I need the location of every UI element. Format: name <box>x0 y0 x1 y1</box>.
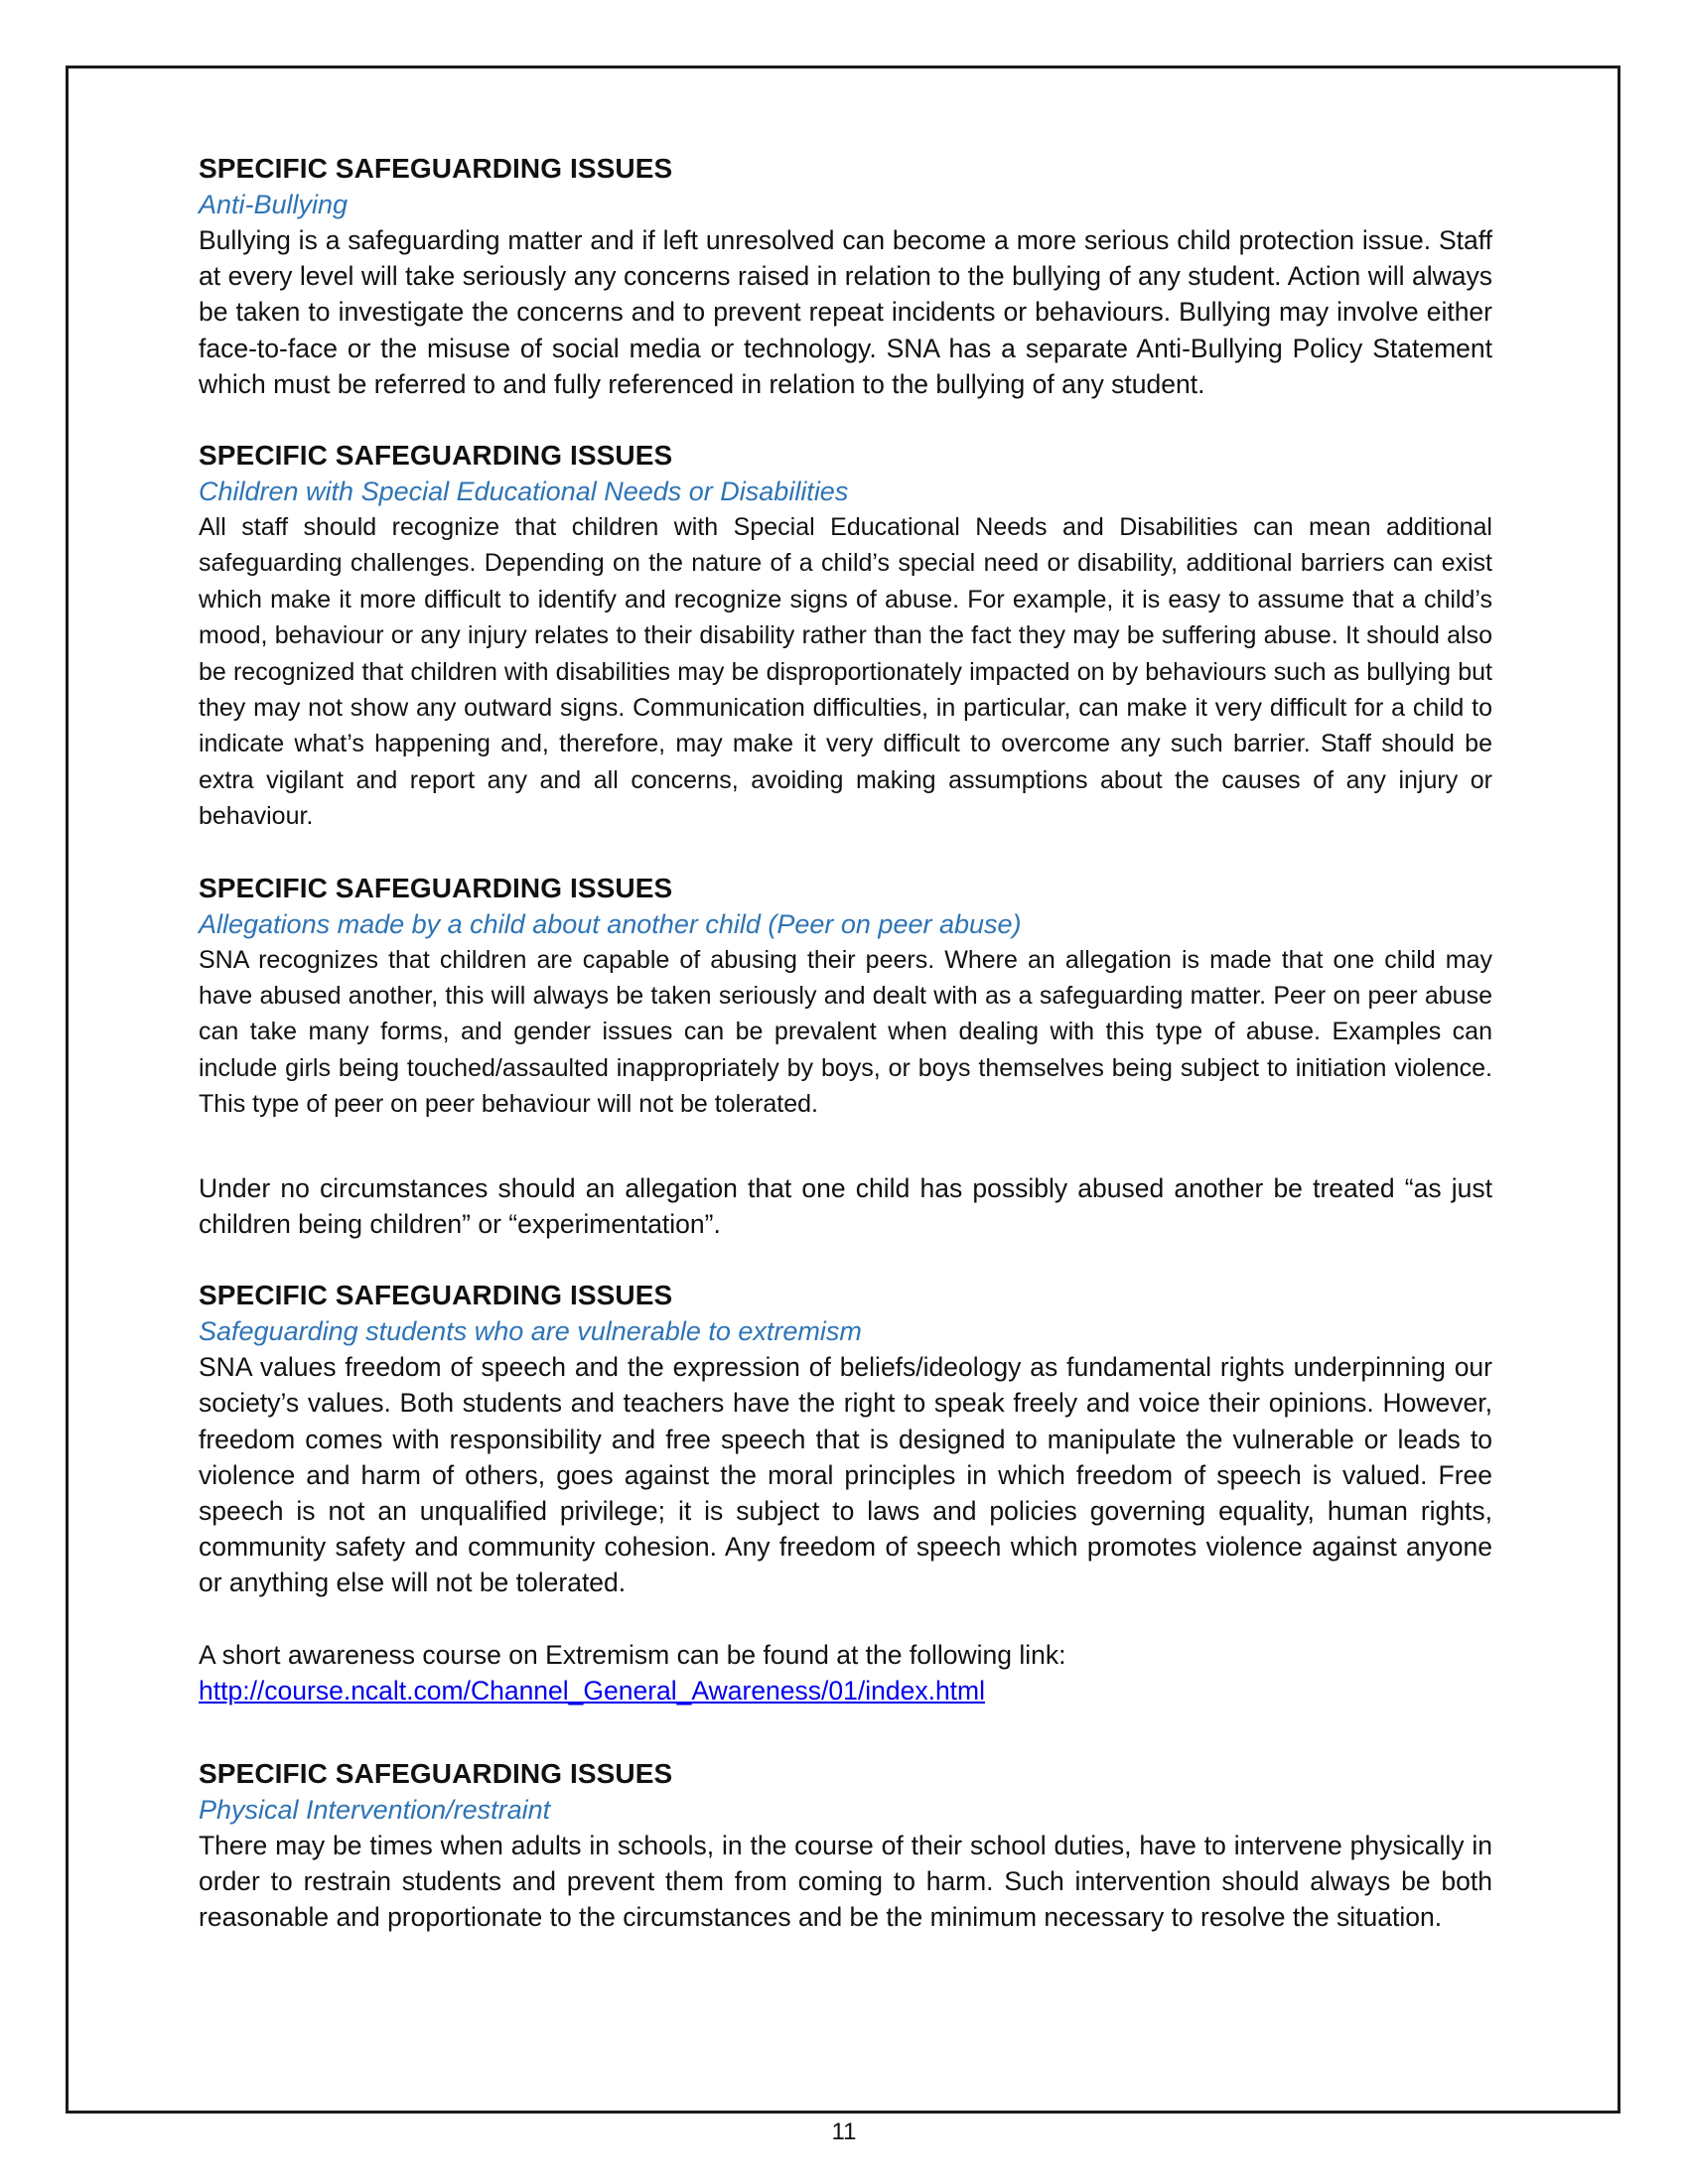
section-body: SNA values freedom of speech and the expression of beliefs/ideology as fundamental rights underpinning our society’s values. Both students and teachers have the right to speak freely and voice their opinions. However, freedom comes with responsibility and free speech that is designed to manipulate the vulnerable or leads to violence and harm of others, goes against the moral principles in which freedom of speech is valued. Free speech is not an unqualified privilege; it is subject to laws and policies governing equality, human rights, community safety and community cohesion. Any freedom of speech which promotes violence against anyone or anything else will not be tolerated. <box>199 1352 1492 1598</box>
section-heading: SPECIFIC SAFEGUARDING ISSUES <box>199 153 673 184</box>
section-body-note: Under no circumstances should an allegation that one child has possibly abused another be treated “as just children being children” or “experimentation”. <box>199 1172 1492 1239</box>
section-subheading: Allegations made by a child about another child (Peer on peer abuse) <box>199 908 1022 939</box>
section-anti-bullying <box>199 151 1492 402</box>
section-subheading: Anti-Bullying <box>199 190 349 219</box>
page-number: 11 <box>831 2118 857 2145</box>
section-heading: SPECIFIC SAFEGUARDING ISSUES <box>199 440 673 472</box>
section-body: SNA recognizes that children are capable of abusing their peers. Where an allegation is made that one child may have abused another, this will always be taken seriously and dealt with as a safeguarding matter. Peer on peer abuse can take many forms, and gender issues can be prevalent when dealing with this type of abuse. Examples can include girls being touched/assaulted inappropriately by boys, or boys themselves being subject to initiation violence. This type of peer on peer behaviour will not be tolerated. <box>199 945 1492 1119</box>
section-subheading: Children with Special Educational Needs or Disabilities <box>199 477 849 507</box>
section-subheading: Physical Intervention/restraint <box>199 1794 551 1825</box>
section-body: Bullying is a safeguarding matter and if left unresolved can become a more serious child protection issue. Staff at every level will take seriously any concerns raised in relation to the bullying of any student. Action will always be taken to investigate the concerns and to prevent repeat incidents or behaviours. Bullying may involve either face-to-face or the misuse of social media or technology. SNA has a separate Anti-Bullying Policy Statement which must be referred to and fully referenced in relation to the bullying of any student. <box>199 225 1492 399</box>
section-subheading: Safeguarding students who are vulnerable to extremism <box>199 1316 862 1347</box>
document-content <box>199 151 1492 1935</box>
section-body: All staff should recognize that children with Special Educational Needs and Disabilities can mean additional safeguarding challenges. Depending on the nature of a child’s special need or disability, additional barriers can exist which make it more difficult to identify and recognize signs of abuse. For example, it is easy to assume that a child’s mood, behaviour or any injury relates to their disability rather than the fact they may be suffering abuse. It should also be recognized that children with disabilities may be disproportionately impacted on by behaviours such as bullying but they may not show any outward signs. Communication difficulties, in particular, can make it very difficult for a child to indicate what’s happening and, therefore, may make it very difficult to overcome any such barrier. Staff should be extra vigilant and report any and all concerns, avoiding making assumptions about the causes of any injury or behaviour. <box>199 513 1492 831</box>
section-heading: SPECIFIC SAFEGUARDING ISSUES <box>199 1757 673 1789</box>
section-peer-abuse <box>199 871 1492 1242</box>
extremism-course-link[interactable]: http://course.ncalt.com/Channel_General_Awareness/01/index.html <box>199 1675 986 1706</box>
section-heading: SPECIFIC SAFEGUARDING ISSUES <box>199 1280 673 1311</box>
section-body: There may be times when adults in schools, in the course of their school duties, have to intervene physically in order to restrain students and prevent them from coming to harm. Such intervention should always be both reasonable and proportionate to the circumstances and be the minimum necessary to resolve the situation. <box>199 1830 1492 1933</box>
section-physical-intervention <box>199 1756 1492 1936</box>
section-heading: SPECIFIC SAFEGUARDING ISSUES <box>199 872 673 903</box>
section-extremism <box>199 1278 1492 1708</box>
extremism-course-intro: A short awareness course on Extremism can be found at the following link: <box>199 1639 1066 1670</box>
section-special-needs <box>199 438 1492 835</box>
